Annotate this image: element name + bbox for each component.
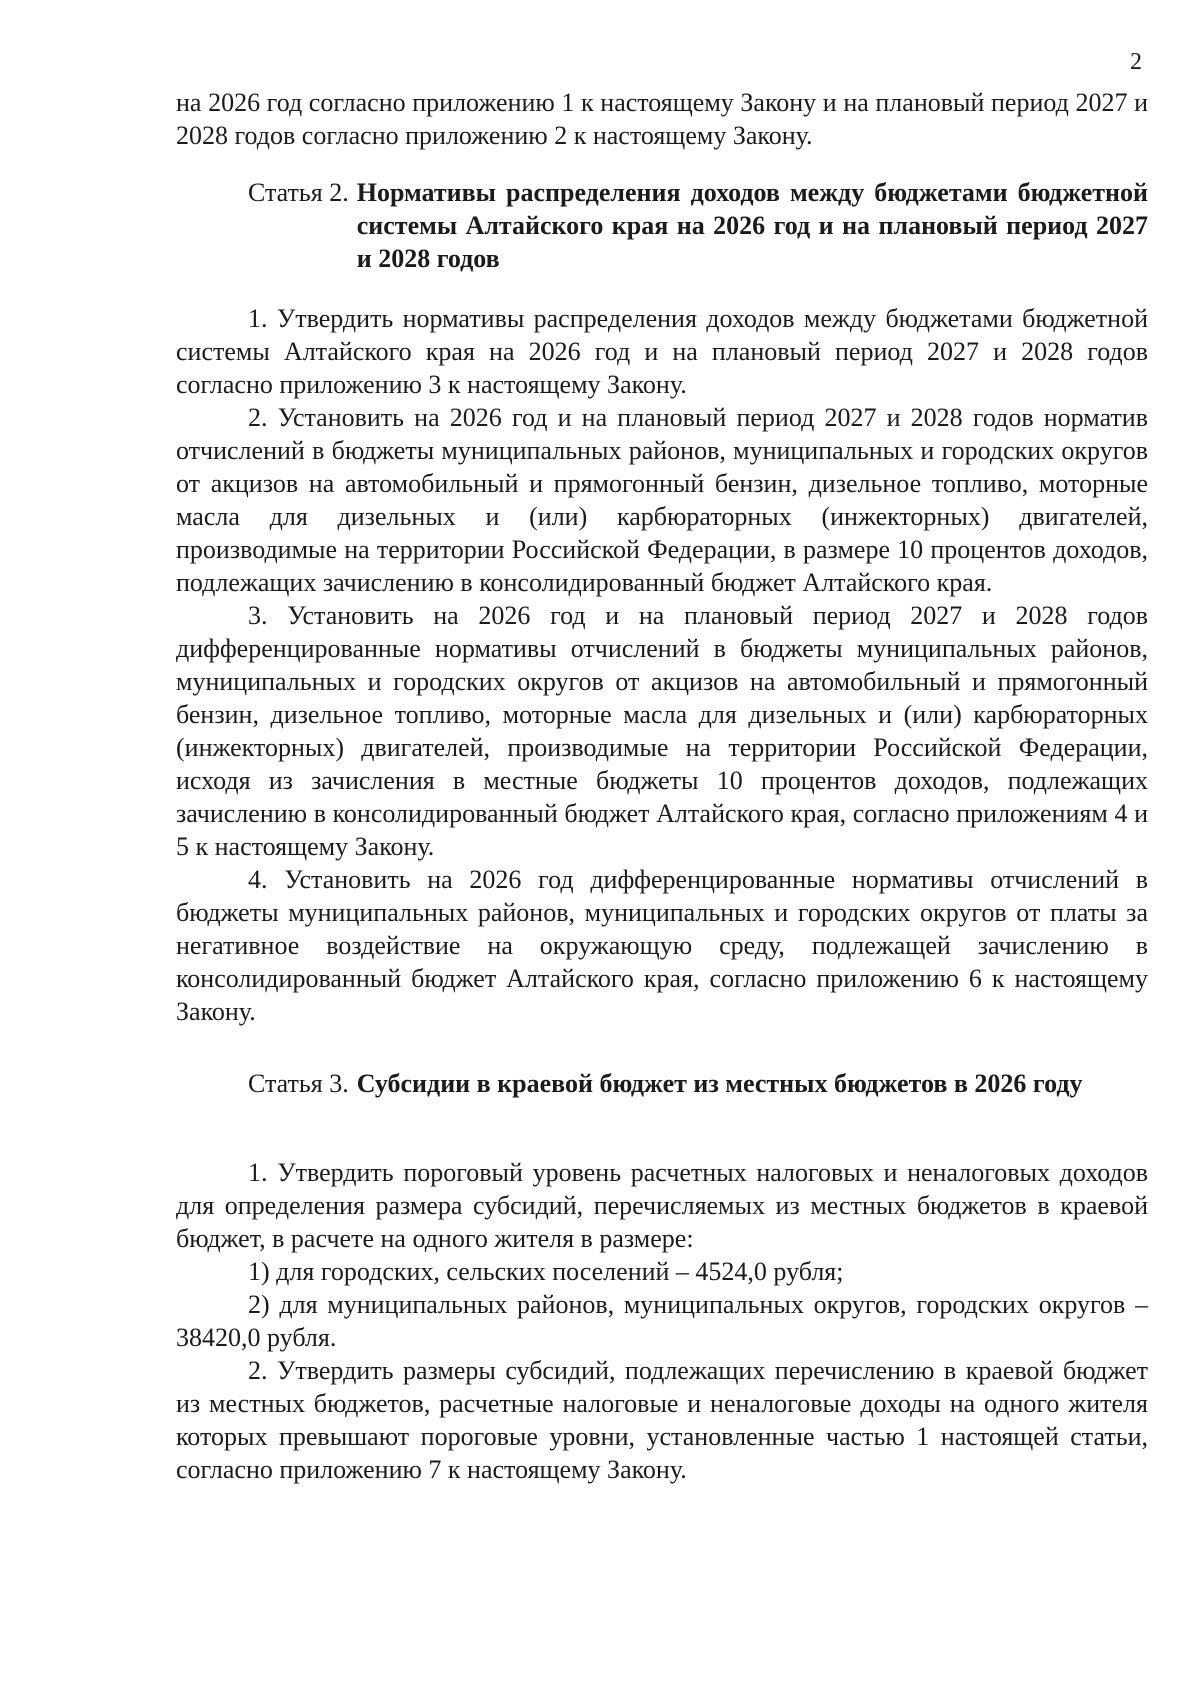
article-2-paragraph-4: 4. Установить на 2026 год дифференцированные нормативы отчислений в бюджеты муниципальных районов, муниципальных и городских округов от платы за негативное воздействие на окружающую среду, подлежащей зачислению в консолидированный бюджет Алтайского края, согласно приложению 6 к настоящему Закону. [176, 865, 1148, 1026]
article-2-paragraph-3: 3. Установить на 2026 год и на плановый период 2027 и 2028 годов дифференцированные нормативы отчислений в бюджеты муниципальных районов, муниципальных и городских округов от акцизов на автомобильный и прямогонный бензин, дизельное топливо, моторные масла для дизельных и (или) карбюраторных (инжекторных) двигателей, производимые на территории Российской Федерации, исходя из зачисления в местные бюджеты 10 процентов доходов, подлежащих зачислению в консолидированный бюджет Алтайского края, согласно приложениям 4 и 5 к настоящему Закону. [176, 601, 1148, 861]
page-number: 2 [1130, 49, 1142, 75]
article-3-heading [248, 1067, 1148, 1100]
article-2-label: Статья 2. [248, 178, 349, 207]
article-2-title: Нормативы распределения доходов между бюджетами бюджетной системы Алтайского края на 2026 год и на плановый период 2027 и 2028 годов [356, 178, 1148, 273]
article-2-body [176, 302, 1148, 1028]
article-3-title: Субсидии в краевой бюджет из местных бюджетов в 2026 году [356, 1069, 1083, 1098]
article-3-label: Статья 3. [248, 1069, 349, 1098]
article-2-paragraph-2: 2. Установить на 2026 год и на плановый период 2027 и 2028 годов норматив отчислений в бюджеты муниципальных районов, муниципальных и городских округов от акцизов на автомобильный и прямогонный бензин, дизельное топливо, моторные масла для дизельных и (или) карбюраторных (инжекторных) двигателей, производимые на территории Российской Федерации, в размере 10 процентов доходов, подлежащих зачислению в консолидированный бюджет Алтайского края. [176, 403, 1148, 597]
article-3-body [176, 1156, 1148, 1486]
article-3-item-1: 1) для городских, сельских поселений – 4524,0 рубля; [248, 1257, 844, 1286]
article-2-paragraph-1: 1. Утвердить нормативы распределения доходов между бюджетами бюджетной системы Алтайского края на 2026 год и на плановый период 2027 и 2028 годов согласно приложению 3 к настоящему Закону. [176, 304, 1148, 399]
article-3-item-2: 2) для муниципальных районов, муниципальных округов, городских округов – 38420,0 рубля. [176, 1290, 1148, 1352]
article-2-heading [248, 176, 1148, 275]
intro-paragraph: на 2026 год согласно приложению 1 к настоящему Закону и на плановый период 2027 и 2028 годов согласно приложению 2 к настоящему Закону. [176, 88, 1148, 150]
article-3-paragraph-2: 2. Утвердить размеры субсидий, подлежащих перечислению в краевой бюджет из местных бюджетов, расчетные налоговые и неналоговые доходы на одного жителя которых превышают пороговые уровни, установленные частью 1 настоящей статьи, согласно приложению 7 к настоящему Закону. [176, 1356, 1148, 1484]
article-3-paragraph-1: 1. Утвердить пороговый уровень расчетных налоговых и неналоговых доходов для определения размера субсидий, перечисляемых из местных бюджетов в краевой бюджет, в расчете на одного жителя в размере: [176, 1158, 1148, 1253]
intro-section [176, 86, 1148, 152]
